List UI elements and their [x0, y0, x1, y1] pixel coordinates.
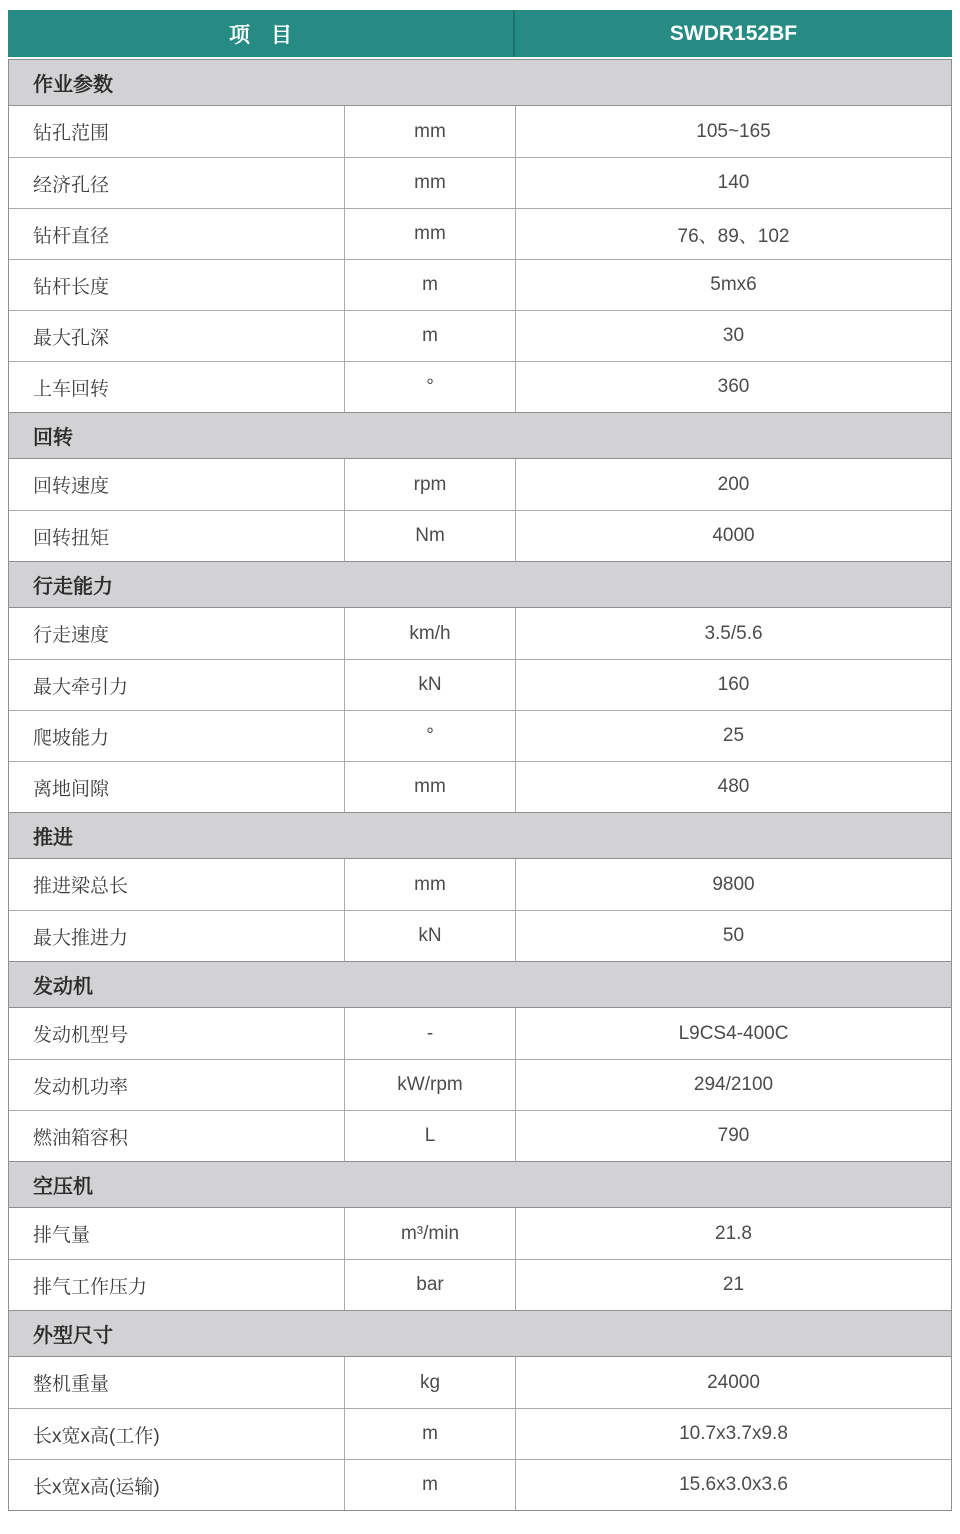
spec-row — [9, 361, 951, 412]
section-header: 外型尺寸 — [9, 1310, 951, 1357]
spec-label: 排气量 — [33, 1225, 91, 1246]
spec-value: 105~165 — [696, 120, 771, 142]
spec-value: 21 — [722, 1274, 745, 1295]
spec-label: 燃油箱容积 — [33, 1127, 129, 1149]
spec-label: 发动机功率 — [33, 1076, 129, 1098]
spec-row — [9, 608, 951, 659]
spec-unit: m — [344, 1460, 516, 1510]
spec-value: 76、89、102 — [677, 225, 790, 247]
spec-row — [9, 910, 951, 961]
spec-value: 21.8 — [715, 1222, 752, 1244]
spec-label: 经济孔径 — [33, 174, 110, 196]
spec-label: 推进梁总长 — [33, 876, 129, 897]
spec-value: 3.5/5.6 — [704, 622, 763, 644]
spec-row — [9, 1259, 951, 1310]
spec-table — [8, 59, 952, 1511]
spec-label: 回转扭矩 — [33, 527, 110, 549]
spec-row — [9, 1208, 951, 1259]
spec-label: 爬坡能力 — [33, 727, 110, 749]
spec-label: 钻杆直径 — [33, 225, 110, 247]
spec-row — [9, 510, 951, 561]
section-header: 行走能力 — [9, 561, 951, 608]
spec-row — [9, 157, 951, 208]
spec-unit: - — [344, 1008, 516, 1059]
spec-label: 钻孔范围 — [33, 123, 110, 144]
spec-unit: m — [344, 1409, 516, 1459]
spec-label: 最大推进力 — [33, 927, 129, 949]
spec-row — [9, 659, 951, 710]
spec-value: 9800 — [712, 873, 755, 895]
spec-row — [9, 459, 951, 510]
spec-unit: mm — [344, 209, 516, 259]
spec-row — [9, 310, 951, 361]
spec-unit: mm — [344, 762, 516, 812]
spec-label: 回转速度 — [33, 476, 110, 497]
spec-unit: m — [344, 311, 516, 361]
spec-unit: m³/min — [344, 1208, 516, 1259]
spec-value: 4000 — [712, 525, 755, 546]
item-column-header: 项 目 — [8, 10, 515, 57]
spec-unit: kg — [344, 1357, 516, 1408]
spec-value: 160 — [717, 674, 750, 695]
spec-unit: ° — [344, 362, 516, 412]
spec-value: 30 — [722, 325, 745, 346]
spec-value: L9CS4-400C — [678, 1022, 789, 1044]
spec-row — [9, 710, 951, 761]
spec-unit: mm — [344, 859, 516, 910]
spec-unit: mm — [344, 106, 516, 157]
table-header-row — [8, 10, 952, 57]
spec-row — [9, 1110, 951, 1161]
spec-unit: kN — [344, 660, 516, 710]
spec-value: 15.6x3.0x3.6 — [679, 1474, 788, 1495]
spec-value: 25 — [722, 725, 745, 746]
spec-label: 排气工作压力 — [33, 1276, 148, 1298]
spec-unit: kW/rpm — [344, 1060, 516, 1110]
spec-unit: kN — [344, 911, 516, 961]
section-header: 推进 — [9, 812, 951, 859]
spec-value: 10.7x3.7x9.8 — [679, 1423, 788, 1444]
spec-unit: km/h — [344, 608, 516, 659]
spec-row — [9, 1357, 951, 1408]
spec-row — [9, 1008, 951, 1059]
spec-unit: Nm — [344, 511, 516, 561]
spec-label: 行走速度 — [33, 625, 110, 646]
spec-label: 长x宽x高(运输) — [33, 1476, 160, 1498]
spec-unit: L — [344, 1111, 516, 1161]
spec-label: 上车回转 — [33, 378, 110, 400]
spec-label: 最大孔深 — [33, 327, 110, 349]
spec-value: 480 — [717, 776, 750, 797]
spec-row — [9, 859, 951, 910]
spec-row — [9, 1059, 951, 1110]
spec-unit: bar — [344, 1260, 516, 1310]
spec-unit: rpm — [344, 459, 516, 510]
spec-label: 发动机型号 — [33, 1025, 129, 1046]
spec-label: 整机重量 — [33, 1374, 110, 1395]
spec-row — [9, 761, 951, 812]
spec-row — [9, 208, 951, 259]
spec-value: 140 — [717, 172, 750, 193]
section-header: 空压机 — [9, 1161, 951, 1208]
spec-value: 294/2100 — [693, 1074, 774, 1095]
spec-value: 790 — [717, 1125, 750, 1146]
spec-label: 钻杆长度 — [33, 276, 110, 298]
spec-unit: ° — [344, 711, 516, 761]
spec-unit: m — [344, 260, 516, 310]
spec-row — [9, 106, 951, 157]
section-header: 回转 — [9, 412, 951, 459]
spec-value: 24000 — [707, 1371, 760, 1393]
spec-value: 50 — [722, 925, 745, 946]
spec-value: 360 — [717, 376, 750, 397]
section-header: 作业参数 — [9, 59, 951, 106]
spec-unit: mm — [344, 158, 516, 208]
spec-row — [9, 1459, 951, 1510]
section-header: 发动机 — [9, 961, 951, 1008]
spec-row — [9, 259, 951, 310]
spec-label: 最大牵引力 — [33, 676, 129, 698]
spec-value: 200 — [717, 473, 750, 495]
spec-label: 长x宽x高(工作) — [33, 1425, 160, 1447]
spec-label: 离地间隙 — [33, 778, 110, 800]
spec-value: 5mx6 — [710, 274, 757, 295]
model-column-header: SWDR152BF — [669, 21, 798, 45]
spec-row — [9, 1408, 951, 1459]
